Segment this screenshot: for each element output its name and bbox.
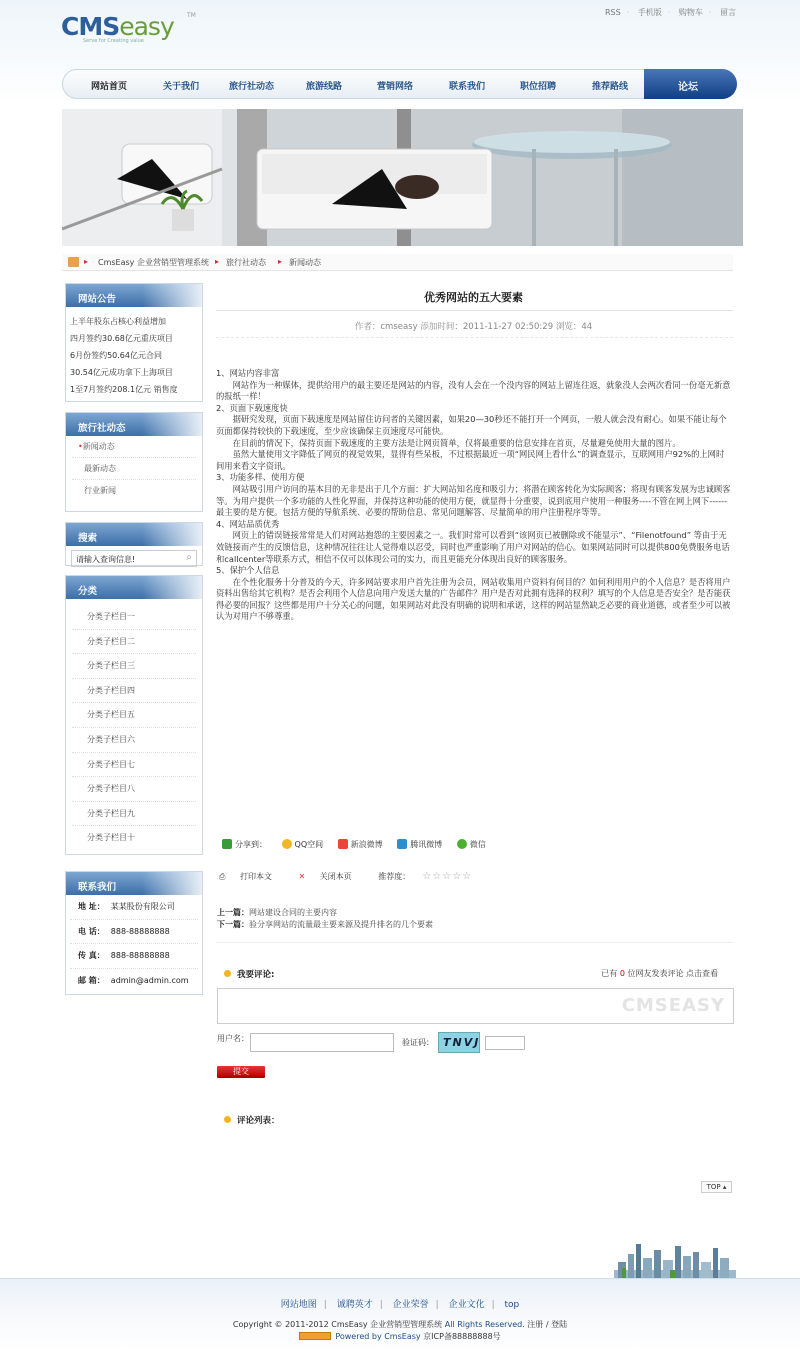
footer-link-top[interactable]: top xyxy=(504,1300,520,1310)
site-badge-icon xyxy=(299,1332,331,1340)
notice-item[interactable]: 6月份签约50.64亿元合同 xyxy=(70,351,162,360)
logo[interactable] xyxy=(61,12,196,44)
comment-list-heading: 评论列表： xyxy=(224,1114,280,1126)
close-icon: ✕ xyxy=(298,872,306,881)
search-title: 搜索 xyxy=(66,523,202,546)
cart-link[interactable]: 购物车 xyxy=(678,8,703,17)
mobile-link[interactable]: 手机版 xyxy=(637,8,662,17)
travel-item-latest[interactable]: 最新动态 xyxy=(72,458,196,480)
article-paragraph: 虽然大量使用文字降低了网页的视觉效果，显得有些呆板，不过根据最近一项“网民网上看什么”的调查显示，互联网用户92%的上网时间用来看文字资讯。 xyxy=(216,449,725,471)
home-icon xyxy=(68,257,79,267)
article-paragraph: 5、保护个人信息 xyxy=(216,565,280,576)
arrow-up-icon: ▴ xyxy=(722,1183,727,1191)
notice-title: 网站公告 xyxy=(66,284,202,307)
comment-stat[interactable]: 已有 0 位网友发表评论 点击查看 xyxy=(601,969,718,978)
plus-icon xyxy=(222,839,232,849)
article-paragraph: 4、网站品质优秀 xyxy=(216,518,280,529)
category-title: 分类 xyxy=(66,576,202,599)
category-item-4[interactable]: 分类子栏目四 xyxy=(72,679,196,704)
footer-link-sitemap[interactable]: 网站地图 xyxy=(280,1300,317,1310)
contact-box xyxy=(65,871,203,995)
guestbook-link[interactable]: 留言 xyxy=(720,8,736,17)
comment-textarea[interactable] xyxy=(217,988,734,1024)
breadcrumb-news[interactable]: 新闻动态 xyxy=(289,258,321,267)
comment-heading: 我要评论: xyxy=(224,968,274,980)
rss-link[interactable]: RSS xyxy=(605,8,621,17)
nav-travel-news[interactable]: 旅行社动态 xyxy=(229,82,275,92)
logo-tm: TM xyxy=(187,12,196,19)
category-item-5[interactable]: 分类子栏目五 xyxy=(72,703,196,728)
breadcrumb-root[interactable]: CmsEasy 企业营销型管理系统 xyxy=(98,258,209,267)
login-link[interactable]: 注册 / 登陆 xyxy=(524,1320,568,1329)
article-paragraph: 3、功能多样、使用方便 xyxy=(216,472,305,483)
weibo-icon xyxy=(338,839,348,849)
share-weibo[interactable]: 新浪微博 xyxy=(338,840,383,849)
share-qzone[interactable]: QQ空间 xyxy=(282,840,324,849)
wechat-icon xyxy=(457,839,467,849)
notice-item[interactable]: 30.54亿元成功拿下上海项目 xyxy=(70,368,173,377)
tencent-weibo-icon xyxy=(397,839,407,849)
rating-stars[interactable]: ☆☆☆☆☆ xyxy=(422,871,473,882)
article-paragraph: 2、页面下载速度快 xyxy=(216,402,288,413)
notice-item[interactable]: 1至7月签约208.1亿元 销售度 xyxy=(70,385,178,394)
notice-item[interactable]: 上半年股东占核心利益增加 xyxy=(70,317,166,326)
article-paragraph: 1、网站内容非富 xyxy=(216,368,280,378)
nav-routes[interactable]: 旅游线路 xyxy=(306,82,343,92)
breadcrumb: ▸ CmsEasy 企业营销型管理系统 ▸ 旅行社动态 ▸ 新闻动态 xyxy=(62,254,733,271)
print-button[interactable]: ⎙ 打印本文 xyxy=(219,872,272,881)
rating-label: 推荐度： xyxy=(378,872,411,881)
travel-title: 旅行社动态 xyxy=(66,413,202,436)
divider xyxy=(216,310,733,311)
category-item-9[interactable]: 分类子栏目九 xyxy=(72,802,196,827)
footer-link-honors[interactable]: 企业荣誉 xyxy=(392,1300,429,1310)
copyright: Copyright © 2011-2012 CmsEasy 企业营销型管理系统 All Rights Reserved. 注册 / 登陆 xyxy=(232,1320,568,1329)
qzone-icon xyxy=(282,839,292,849)
article-paragraph: 在目前的情况下，保持页面下载速度的主要方法是让网页简单，仅将最重要的信息安排在首页，尽量避免使用大量的图片。 xyxy=(216,437,681,448)
article-paragraph: 网页上的错误链接常常是人们对网站抱怨的主要因素之一。我们时常可以看到“该网页已被删除或不能显示”、“Filenotfound” 等由于无效链接而产生的反馈信息，这种情况往往让人觉得难以忍受，同时也严重影响了用户对网站的信心。如果网站同时可以提供800免费服务电话和callcenter等联系方式，相信不仅可以体现公司的实力，而且更能充分体现出良好的顾客服务。 xyxy=(216,530,730,564)
notice-item[interactable]: 四月签约30.68亿元重庆项目 xyxy=(70,334,173,343)
share-tencent-weibo[interactable]: 腾讯微博 xyxy=(397,840,442,849)
footer-link-careers[interactable]: 诚聘英才 xyxy=(336,1300,373,1310)
search-box xyxy=(65,522,203,566)
footer-links: 网站地图 | 诚聘英才 | 企业荣誉 | 企业文化 | top xyxy=(280,1300,520,1310)
logo-tagline: Serve for Creating value xyxy=(83,38,144,44)
next-article-link[interactable]: 验分享网站的流量最主要来源及提升排名的几个要素 xyxy=(249,920,433,929)
username-label: 用户名： xyxy=(217,1034,249,1043)
travel-item-industry[interactable]: 行业新闻 xyxy=(84,486,116,495)
close-page-button[interactable]: ✕ 关闭本页 xyxy=(298,872,352,881)
footer-link-culture[interactable]: 企业文化 xyxy=(448,1300,485,1310)
contact-address: 地 址： 某某股份有限公司 xyxy=(70,895,198,920)
article-paragraph: 网站作为一种媒体，提供给用户的最主要还是网站的内容，没有人会在一个没内容的网站上留连往返，就象没人会两次看同一份毫无新意的报纸一样！ xyxy=(216,379,731,402)
article-paragraph: 在个性化服务十分普及的今天，许多网站要求用户首先注册为会员，网站收集用户资料有何目的？如何利用用户的个人信息？是否将用户资料出售给其它机构？是否会利用个人信息向用户发送大量的广告邮件？用户是否对此拥有选择的权利？填写的个人信息是否安全？是否能获得必要的回报？这些都是用户十分关心的问题，如果网站对此没有明确的说明和承诺，这样的网站显然缺乏必要的商业道德，或者至少可以被认为对用户不够尊重。 xyxy=(216,576,731,622)
article-tools xyxy=(219,871,484,882)
powered-by xyxy=(0,1331,800,1342)
nav-home[interactable]: 网站首页 xyxy=(91,82,128,92)
category-item-1[interactable]: 分类子栏目一 xyxy=(72,605,196,630)
nav-forum-label: 论坛 xyxy=(678,82,698,93)
category-item-10[interactable]: 分类子栏目十 xyxy=(87,833,135,843)
article-paragraph: 据研究发现，页面下载速度是网站留住访问者的关键因素，如果20—30秒还不能打开一个网页，一般人就会没有耐心。如果不能让每个页面都保持较快的下载速度，至少应该确保主页速度尽可能快。 xyxy=(216,414,727,436)
divider xyxy=(216,337,733,338)
main-nav xyxy=(62,69,737,99)
bullet-icon xyxy=(224,1116,231,1123)
divider xyxy=(216,942,733,943)
category-item-8[interactable]: 分类子栏目八 xyxy=(72,777,196,802)
contact-email: 邮 箱： admin@admin.com xyxy=(78,975,189,985)
search-input[interactable]: 请输入查询信息! ⌕ xyxy=(71,550,197,567)
submit-button[interactable]: 提交 xyxy=(217,1066,265,1078)
logo-accent: easy xyxy=(119,12,174,41)
nav-jobs[interactable]: 职位招聘 xyxy=(520,82,557,92)
bullet-icon xyxy=(224,970,231,977)
banner-image xyxy=(62,109,743,246)
nav-contact[interactable]: 联系我们 xyxy=(449,82,486,92)
logo-main: CMS xyxy=(61,12,120,41)
article-title: 优秀网站的五大要素 xyxy=(424,291,523,304)
travel-box xyxy=(65,412,203,512)
breadcrumb-travel[interactable]: 旅行社动态 xyxy=(226,258,266,267)
share-bar xyxy=(222,839,498,850)
icp-text[interactable]: 京ICP备88888888号 xyxy=(420,1332,501,1341)
nav-about[interactable]: 关于我们 xyxy=(163,82,200,92)
search-icon[interactable]: ⌕ xyxy=(186,552,192,563)
prev-article-link[interactable]: 网站建设合同的主要内容 xyxy=(249,908,337,917)
contact-title: 联系我们 xyxy=(66,872,202,895)
category-box xyxy=(65,575,203,855)
printer-icon: ⎙ xyxy=(219,872,226,881)
category-item-7[interactable]: 分类子栏目七 xyxy=(72,753,196,778)
article-paragraph: 网站吸引用户访问的基本目的无非是出于几个方面：扩大网站知名度和吸引力；将潜在顾客转化为实际顾客；将现有顾客发展为忠诚顾客等。为用户提供一个多功能的人性化界面，并保持这种功能的使用方便，就显得十分重要，说到底用户使用一种服务----不管在网上网下------最主要的是方便。包括方便的导航系统、必要的帮助信息、常见问题解答、尽量简单的用户注册程序等等。 xyxy=(216,483,731,518)
travel-item-news[interactable]: •新闻动态 xyxy=(72,436,196,458)
nav-recommended[interactable]: 推荐路线 xyxy=(592,82,629,92)
notice-box xyxy=(65,283,203,402)
watermark: CMSEASY xyxy=(621,995,725,1016)
captcha-label: 验证码： xyxy=(402,1038,434,1047)
article-body xyxy=(216,368,732,623)
back-to-top-button[interactable]: TOP ▴ xyxy=(701,1181,732,1193)
skyline-graphic xyxy=(614,1240,736,1278)
nav-forum[interactable] xyxy=(644,69,737,99)
nav-network[interactable]: 营销网络 xyxy=(377,82,414,92)
captcha-image[interactable]: TNVJ xyxy=(438,1032,480,1053)
prev-next: 上一篇：网站建设合同的主要内容 下一篇：验分享网站的流量最主要来源及提升排名的几个要素 xyxy=(217,908,433,929)
contact-phone: 电 话： 888-88888888 xyxy=(70,920,198,945)
category-item-2[interactable]: 分类子栏目二 xyxy=(72,630,196,655)
article-meta: 作者：cmseasy 添加时间：2011-11-27 02:50:29 浏览：44 xyxy=(354,322,593,332)
contact-fax: 传 真： 888-88888888 xyxy=(70,944,198,969)
powered-link[interactable]: Powered by CmsEasy xyxy=(335,1332,421,1341)
captcha-input[interactable] xyxy=(485,1036,525,1050)
username-input[interactable] xyxy=(250,1033,394,1052)
top-links: RSS · 手机版 · 购物车 · 留言 xyxy=(605,8,736,17)
share-wechat[interactable]: 微信 xyxy=(457,840,486,849)
share-label: 分享到： xyxy=(235,840,267,849)
category-item-6[interactable]: 分类子栏目六 xyxy=(72,728,196,753)
category-item-3[interactable]: 分类子栏目三 xyxy=(72,654,196,679)
